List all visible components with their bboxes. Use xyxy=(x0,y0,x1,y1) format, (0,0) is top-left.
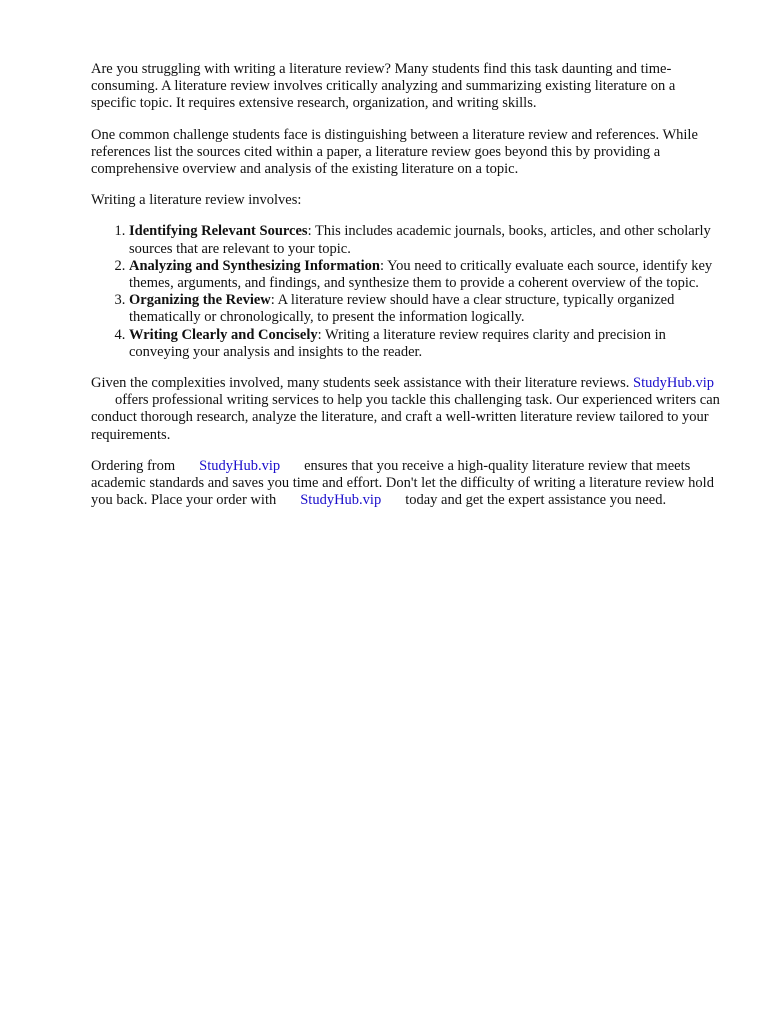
paragraph-ordering xyxy=(91,458,720,510)
list-item xyxy=(129,223,720,257)
list-item-text: : A literature review should have a clear structure, typically organized thematically or chronologically, to present the information logically. xyxy=(129,292,675,326)
list-item-text: : Writing a literature review requires clarity and precision in conveying your analysis and insights to the reader. xyxy=(129,326,666,360)
list-item-title: Identifying Relevant Sources xyxy=(129,223,308,240)
ordering-text-2: ensures that you receive a high-quality literature review that meets academic standards and saves you time and effort. Don't let the difficulty of writing a literature review hold you back. Place your order with xyxy=(91,457,714,509)
ordering-text-1: Ordering from xyxy=(91,457,176,474)
assistance-text-before: Given the complexities involved, many students seek assistance with their literature reviews. xyxy=(91,375,630,392)
assistance-text-after: offers professional writing services to help you tackle this challenging task. Our experienced writers can conduct thorough research, analyze the literature, and craft a well-written literature review tailored to your requirements. xyxy=(91,392,720,443)
steps-list xyxy=(91,223,720,361)
paragraph-involves: Writing a literature review involves: xyxy=(91,192,302,209)
list-item xyxy=(129,258,720,292)
ordering-text-3: today and get the expert assistance you need. xyxy=(405,492,667,509)
studyhub-link[interactable]: StudyHub.vip xyxy=(633,375,714,392)
list-item-text: : You need to critically evaluate each source, identify key themes, arguments, and findings, and synthesize them to provide a coherent overview of the topic. xyxy=(129,257,713,292)
list-item-text: : This includes academic journals, books, articles, and other scholarly sources that are relevant to your topic. xyxy=(129,223,711,257)
list-item-title: Organizing the Review xyxy=(129,292,271,309)
list-item-title: Analyzing and Synthesizing Information xyxy=(129,257,380,274)
paragraph-challenge: One common challenge students face is distinguishing between a literature review and references. While references list the sources cited within a paper, a literature review goes beyond this by providing a comprehensive overview and analysis of the existing literature on a topic. xyxy=(91,126,698,178)
list-item-title: Writing Clearly and Concisely xyxy=(129,326,318,343)
paragraph-intro: Are you struggling with writing a literature review? Many students find this task daunting and time-consuming. A literature review involves critically analyzing and summarizing existing literature on a specific topic. It requires extensive research, organization, and writing skills. xyxy=(91,61,676,112)
paragraph-assistance xyxy=(91,375,720,444)
list-item xyxy=(129,292,720,326)
list-item xyxy=(129,327,720,361)
studyhub-link[interactable]: StudyHub.vip xyxy=(300,492,382,509)
studyhub-link[interactable]: StudyHub.vip xyxy=(199,457,281,474)
